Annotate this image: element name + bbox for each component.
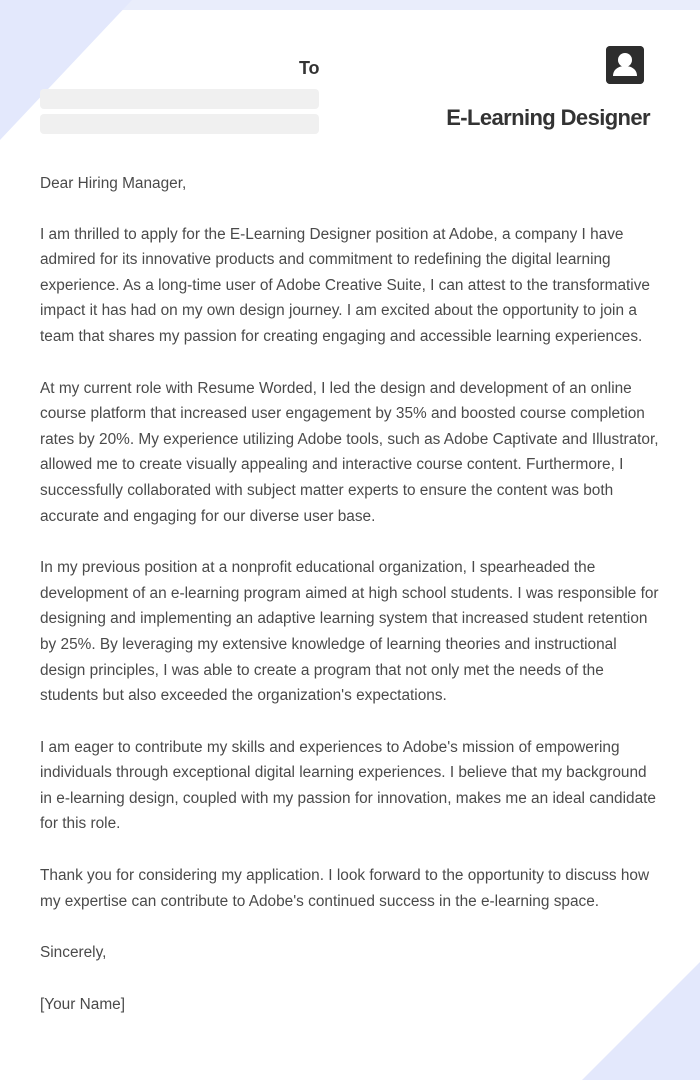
paragraph-3: In my previous position at a nonprofit educational organization, I spearheaded the development of an e-learning program aimed at high school students. I was responsible for designing and implementing an adaptive learning system that increased student retention by 25%. By leveraging my extensive knowledge of learning theories and instructional design principles, I was able to create a program that not only met the needs of the students but also exceeded the organization's expectations. [40, 559, 659, 705]
sign-off: Sincerely, [40, 944, 107, 962]
salutation: Dear Hiring Manager, [40, 175, 187, 192]
paragraph-5: Thank you for considering my application. I look forward to the opportunity to discuss how my expertise can contribute to Adobe's continued success in the e-learning space. [40, 867, 650, 910]
paragraph-1: I am thrilled to apply for the E-Learning Designer position at Adobe, a company I have admired for its innovative products and commitment to redefining the digital learning experience. As a long-time user of Adobe Creative Suite, I can attest to the transformative impact it has had on my own design journey. I am excited about the opportunity to join a team that shares my passion for creating engaging and accessible learning experiences. [40, 225, 650, 345]
signature: [Your Name] [40, 995, 125, 1013]
letter-body [40, 171, 662, 1017]
job-title: E-Learning Designer [446, 105, 650, 130]
paragraph-4: I am eager to contribute my skills and experiences to Adobe's mission of empowering individuals through exceptional digital learning experiences. I believe that my background in e-learning design, coupled with my passion for innovation, makes me an ideal candidate for this role. [40, 738, 656, 833]
recipient-placeholder-line-1 [40, 89, 319, 109]
recipient-label: To [299, 58, 320, 78]
recipient-placeholder-line-2 [40, 114, 319, 134]
paragraph-2: At my current role with Resume Worded, I led the design and development of an online course platform that increased user engagement by 35% and boosted course completion rates by 20%. My experience utilizing Adobe tools, such as Adobe Captivate and Illustrator, allowed me to create visually appealing and interactive course content. Furthermore, I successfully collaborated with subject matter experts to ensure the content was both accurate and engaging for our diverse user base. [40, 379, 659, 525]
user-avatar-icon [606, 46, 644, 84]
